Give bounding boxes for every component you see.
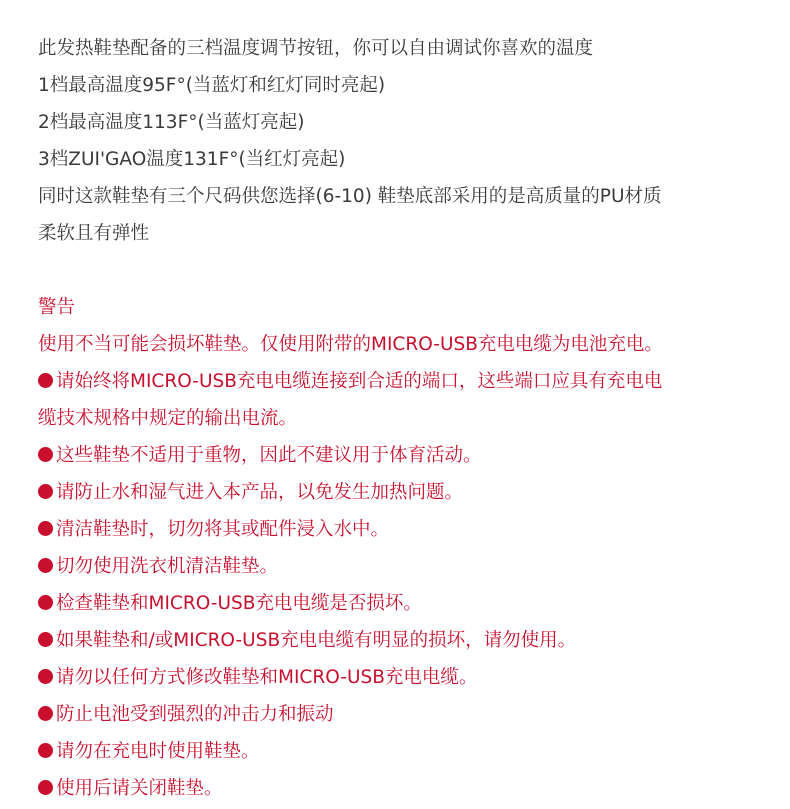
section-spacer	[38, 252, 770, 289]
red-dot-bullet-icon	[38, 558, 53, 573]
warning-item-text: 防止电池受到强烈的冲击力和振动	[56, 704, 334, 725]
warning-item	[38, 511, 770, 548]
intro-line-1: 此发热鞋垫配备的三档温度调节按钮，你可以自由调试你喜欢的温度	[38, 38, 594, 59]
warning-item-text: 这些鞋垫不适用于重物，因此不建议用于体育活动。	[56, 445, 482, 466]
intro-line-2: 1档最高温度95F°(当蓝灯和红灯同时亮起)	[38, 75, 386, 96]
red-dot-bullet-icon	[38, 743, 53, 758]
warning-item	[38, 474, 770, 511]
warning-item-text: 请勿以任何方式修改鞋垫和MICRO-USB充电电缆。	[56, 667, 478, 688]
warning-item-text: 使用后请关闭鞋垫。	[56, 778, 223, 799]
warning-lead: 使用不当可能会损坏鞋垫。仅使用附带的MICRO-USB充电电缆为电池充电。	[38, 334, 663, 355]
red-dot-bullet-icon	[38, 595, 53, 610]
warning-item-text: 请防止水和湿气进入本产品，以免发生加热问题。	[56, 482, 464, 503]
warning-item-continuation: 缆技术规格中规定的输出电流。	[38, 408, 298, 429]
red-dot-bullet-icon	[38, 447, 53, 462]
intro-line-5: 同时这款鞋垫有三个尺码供您选择(6-10) 鞋垫底部采用的是高质量的PU材质	[38, 186, 662, 207]
warning-item	[38, 437, 770, 474]
intro-line-4: 3档ZUI'GAO温度131F°(当红灯亮起)	[38, 149, 346, 170]
warning-item-text: 清洁鞋垫时，切勿将其或配件浸入水中。	[56, 519, 390, 540]
warning-item	[38, 363, 770, 400]
warning-title: 警告	[38, 297, 76, 318]
red-dot-bullet-icon	[38, 706, 53, 721]
intro-line-6: 柔软且有弹性	[38, 223, 150, 244]
warning-item	[38, 548, 770, 585]
warning-item	[38, 659, 770, 696]
warning-section	[38, 289, 770, 807]
red-dot-bullet-icon	[38, 669, 53, 684]
red-dot-bullet-icon	[38, 373, 53, 388]
warning-item-text: 检查鞋垫和MICRO-USB充电电缆是否损坏。	[56, 593, 422, 614]
red-dot-bullet-icon	[38, 632, 53, 647]
warning-item	[38, 733, 770, 770]
red-dot-bullet-icon	[38, 521, 53, 536]
intro-line-3: 2档最高温度113F°(当蓝灯亮起)	[38, 112, 305, 133]
red-dot-bullet-icon	[38, 484, 53, 499]
warning-item-text: 如果鞋垫和/或MICRO-USB充电电缆有明显的损坏，请勿使用。	[56, 630, 577, 651]
red-dot-bullet-icon	[38, 780, 53, 795]
intro-section	[38, 30, 770, 252]
warning-item-text: 请始终将MICRO-USB充电电缆连接到合适的端口，这些端口应具有充电电	[56, 371, 663, 392]
warning-item	[38, 622, 770, 659]
warning-item-text: 切勿使用洗衣机清洁鞋垫。	[56, 556, 279, 577]
warning-item	[38, 585, 770, 622]
warning-item	[38, 770, 770, 807]
warning-item-text: 请勿在充电时使用鞋垫。	[56, 741, 260, 762]
warning-item	[38, 696, 770, 733]
